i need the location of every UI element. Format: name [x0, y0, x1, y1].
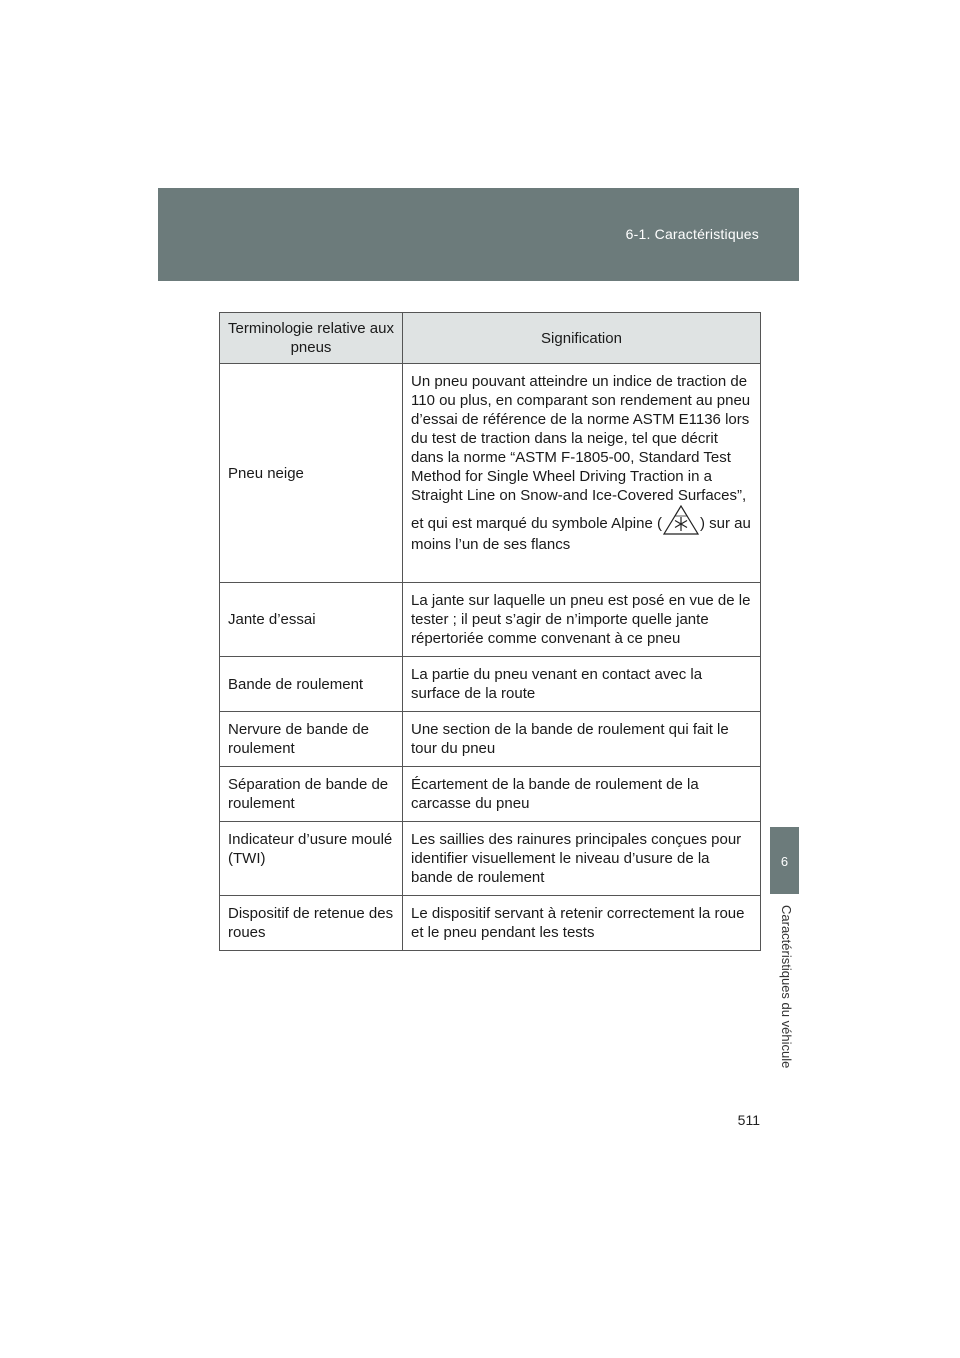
chapter-tab — [770, 827, 799, 894]
table-header-row — [220, 313, 761, 364]
term-cell: Séparation de bande de roulement — [220, 767, 403, 822]
term-cell: Nervure de bande de roulement — [220, 712, 403, 767]
meaning-cell: Une section de la bande de roulement qui fait le tour du pneu — [403, 712, 761, 767]
meaning-cell — [403, 364, 761, 583]
table-row — [220, 712, 761, 767]
alpine-snow-symbol-icon — [663, 505, 699, 535]
table-row — [220, 767, 761, 822]
table-row — [220, 364, 761, 583]
section-title: 6-1. Caractéristiques — [625, 226, 759, 242]
table-row — [220, 896, 761, 951]
chapter-label: Caractéristiques du véhicule — [779, 905, 794, 1069]
meaning-cell: Les saillies des rainures principales conçues pour identifier visuellement le niveau d’usure de la bande de roulement — [403, 822, 761, 896]
meaning-cell: Écartement de la bande de roulement de la carcasse du pneu — [403, 767, 761, 822]
table-row — [220, 822, 761, 896]
term-cell: Pneu neige — [220, 364, 403, 583]
term-cell: Indicateur d’usure moulé (TWI) — [220, 822, 403, 896]
term-cell: Jante d’essai — [220, 583, 403, 657]
table-row — [220, 583, 761, 657]
chapter-number: 6 — [780, 854, 789, 869]
column-header-term: Terminologie relative aux pneus — [220, 313, 403, 364]
meaning-cell: La jante sur laquelle un pneu est posé en vue de le tester ; il peut s’agir de n’importe quelle jante répertoriée comme convenant à ce pneu — [403, 583, 761, 657]
page-number: 511 — [737, 1112, 760, 1128]
meaning-text-end: ) sur au moins l’un de ses flancs — [411, 515, 751, 553]
meaning-text: Un pneu pouvant atteindre un indice de traction de 110 ou plus, en comparant son rendement au pneu d’essai de référence de la norme ASTM E1136 lors du test de traction dans la neige, tel que décrit dans la norme “ASTM F-1805-00, Standard Test Method for Single Wheel Driving Traction in a Straight Line on Snow-and Ice-Covered Surfaces”, et qui est marqué du symbole Alpine ( — [411, 373, 751, 532]
meaning-cell: La partie du pneu venant en contact avec la surface de la route — [403, 657, 761, 712]
table-row — [220, 657, 761, 712]
page-header — [158, 188, 799, 281]
term-cell: Bande de roulement — [220, 657, 403, 712]
meaning-cell: Le dispositif servant à retenir correctement la roue et le pneu pendant les tests — [403, 896, 761, 951]
column-header-meaning: Signification — [403, 313, 761, 364]
tire-terminology-table — [219, 312, 761, 951]
term-cell: Dispositif de retenue des roues — [220, 896, 403, 951]
